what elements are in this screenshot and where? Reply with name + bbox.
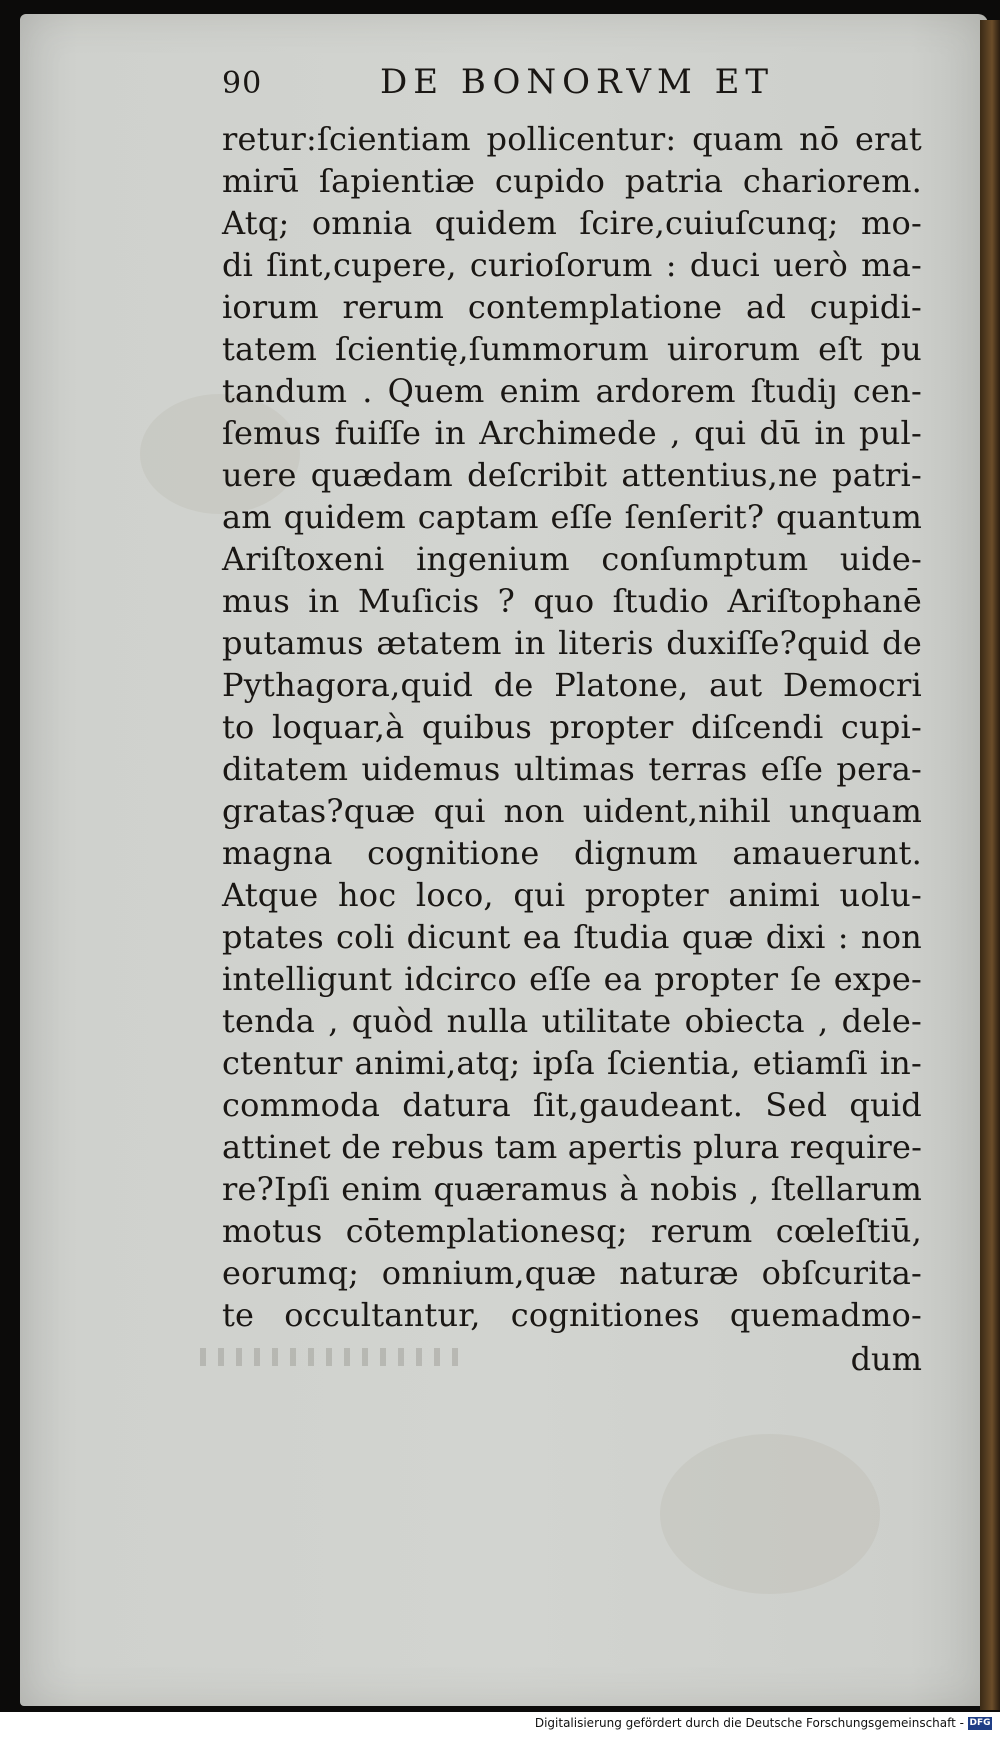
text-line: tenda , quòd nulla utilitate obiecta , dele- <box>222 1002 922 1040</box>
text-line: magna cognitione dignum amauerunt. <box>222 834 922 872</box>
text-line: eorumq; omnium,quæ naturæ obſcurita- <box>222 1254 922 1292</box>
text-line: to loquar,à quibus propter diſcendi cupi- <box>222 708 922 746</box>
text-line: mirū ſapientiæ cupido patria chariorem. <box>222 162 922 200</box>
text-line: am quidem captam eſſe ſenſerit? quantum <box>222 498 922 536</box>
text-line: di ſint,cupere, curioſorum : duci uerò ma- <box>222 246 922 284</box>
text-line: ditatem uidemus ultimas terras eſſe pera- <box>222 750 922 788</box>
text-line: gratas?quæ qui non uident,nihil unquam <box>222 792 922 830</box>
text-line: mus in Muſicis ? quo ſtudio Ariſtophanē <box>222 582 922 620</box>
text-line: Ariſtoxeni ingenium conſumptum uide- <box>222 540 922 578</box>
body-text <box>222 118 922 1336</box>
paper-stain <box>660 1434 880 1594</box>
digitization-credit: Digitalisierung gefördert durch die Deutsche Forschungsgemeinschaft - <box>534 1716 964 1730</box>
text-line: tatem ſcientię,ſummorum uirorum eſt pu <box>222 330 922 368</box>
text-line: uere quædam deſcribit attentius,ne patri- <box>222 456 922 494</box>
page-number: 90 <box>222 66 263 101</box>
text-line: attinet de rebus tam apertis plura require- <box>222 1128 923 1166</box>
running-head <box>222 62 922 114</box>
text-line: putamus ætatem in literis duxiſſe?quid de <box>222 624 922 662</box>
text-line: te occultantur, cognitiones quemadmo- <box>222 1296 922 1334</box>
dfg-logo: DFG <box>969 1718 991 1728</box>
catchword: dum <box>850 1340 922 1378</box>
text-line: iorum rerum contemplatione ad cupidi- <box>222 288 922 326</box>
text-line: motus cōtemplationesq; rerum cœleſtiū, <box>222 1212 922 1250</box>
text-line: Pythagora,quid de Platone, aut Democri <box>222 666 922 704</box>
running-title: DE BONORVM ET <box>380 62 775 102</box>
text-line: intelligunt idcirco eſſe ea propter ſe expe- <box>222 960 922 998</box>
text-line: retur:ſcientiam pollicentur: quam nō erat <box>222 120 922 158</box>
text-line: re?Ipſi enim quæramus à nobis , ſtellarum <box>222 1170 922 1208</box>
text-line: Atque hoc loco, qui propter animi uolu- <box>222 876 922 914</box>
text-line: ctentur animi,atq; ipſa ſcientia, etiamſi in- <box>222 1044 922 1082</box>
text-line: ptates coli dicunt ea ſtudia quæ dixi : non <box>222 918 922 956</box>
text-line: ſemus fuiſſe in Archimede , qui dū in pul- <box>222 414 922 452</box>
page-edge <box>980 20 1000 1710</box>
text-line: tandum . Quem enim ardorem ſtudiȷ cen- <box>222 372 922 410</box>
text-block <box>222 62 922 1380</box>
text-line: Atq; omnia quidem ſcire,cuiuſcunq; mo- <box>222 204 922 242</box>
text-line: commoda datura ſit,gaudeant. Sed quid <box>222 1086 922 1124</box>
bleed-through-marks <box>200 1348 460 1366</box>
